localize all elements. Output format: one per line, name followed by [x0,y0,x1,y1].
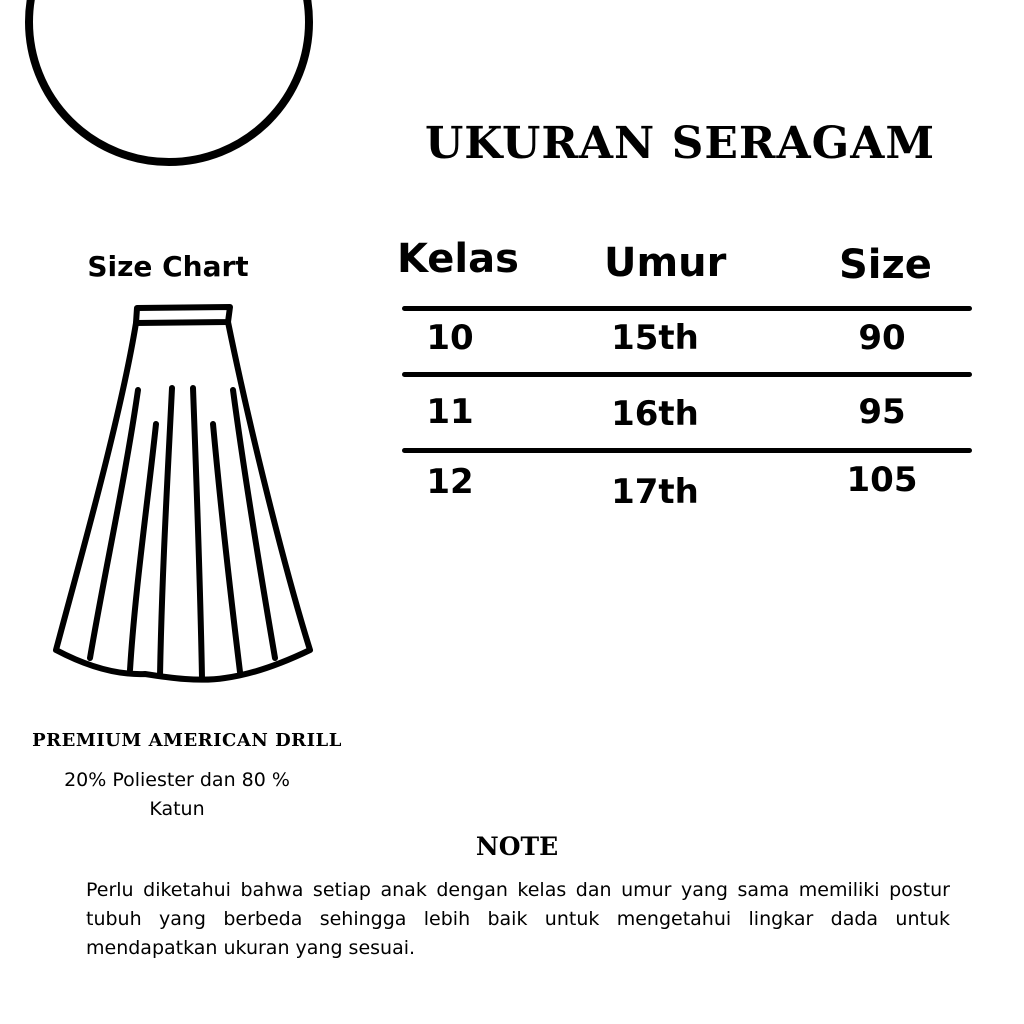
fabric-composition [40,766,314,824]
row1-size: 90 [858,318,906,358]
row3-umur: 17th [611,472,699,512]
row2-umur: 16th [611,394,699,434]
table-divider [402,306,972,311]
table-divider [402,372,972,377]
row3-kelas: 12 [426,462,474,502]
fabric-name: PREMIUM AMERICAN DRILL [32,730,342,751]
row2-kelas: 11 [426,392,474,432]
header-size: Size [839,242,932,288]
size-chart-label: Size Chart [87,250,249,283]
fabric-composition-line1: 20% Poliester dan 80 % [64,769,290,791]
row2-size: 95 [858,392,906,432]
row3-size: 105 [846,460,918,500]
fabric-composition-line2: Katun [149,798,205,820]
note-title: NOTE [475,832,559,861]
skirt-icon [50,300,320,690]
note-text: Perlu diketahui bahwa setiap anak dengan kelas dan umur yang sama memiliki postur tubuh yang berbeda sehingga lebih baik untuk mengetahui lingkar dada untuk mendapatkan ukuran yang sesuai. [86,879,950,959]
row1-kelas: 10 [426,318,474,358]
header-umur: Umur [604,240,727,286]
header-kelas: Kelas [397,236,519,282]
table-divider [402,448,972,453]
page-title: UKURAN SERAGAM [424,118,936,169]
row1-umur: 15th [611,318,699,358]
circle-outline-icon [0,0,330,180]
